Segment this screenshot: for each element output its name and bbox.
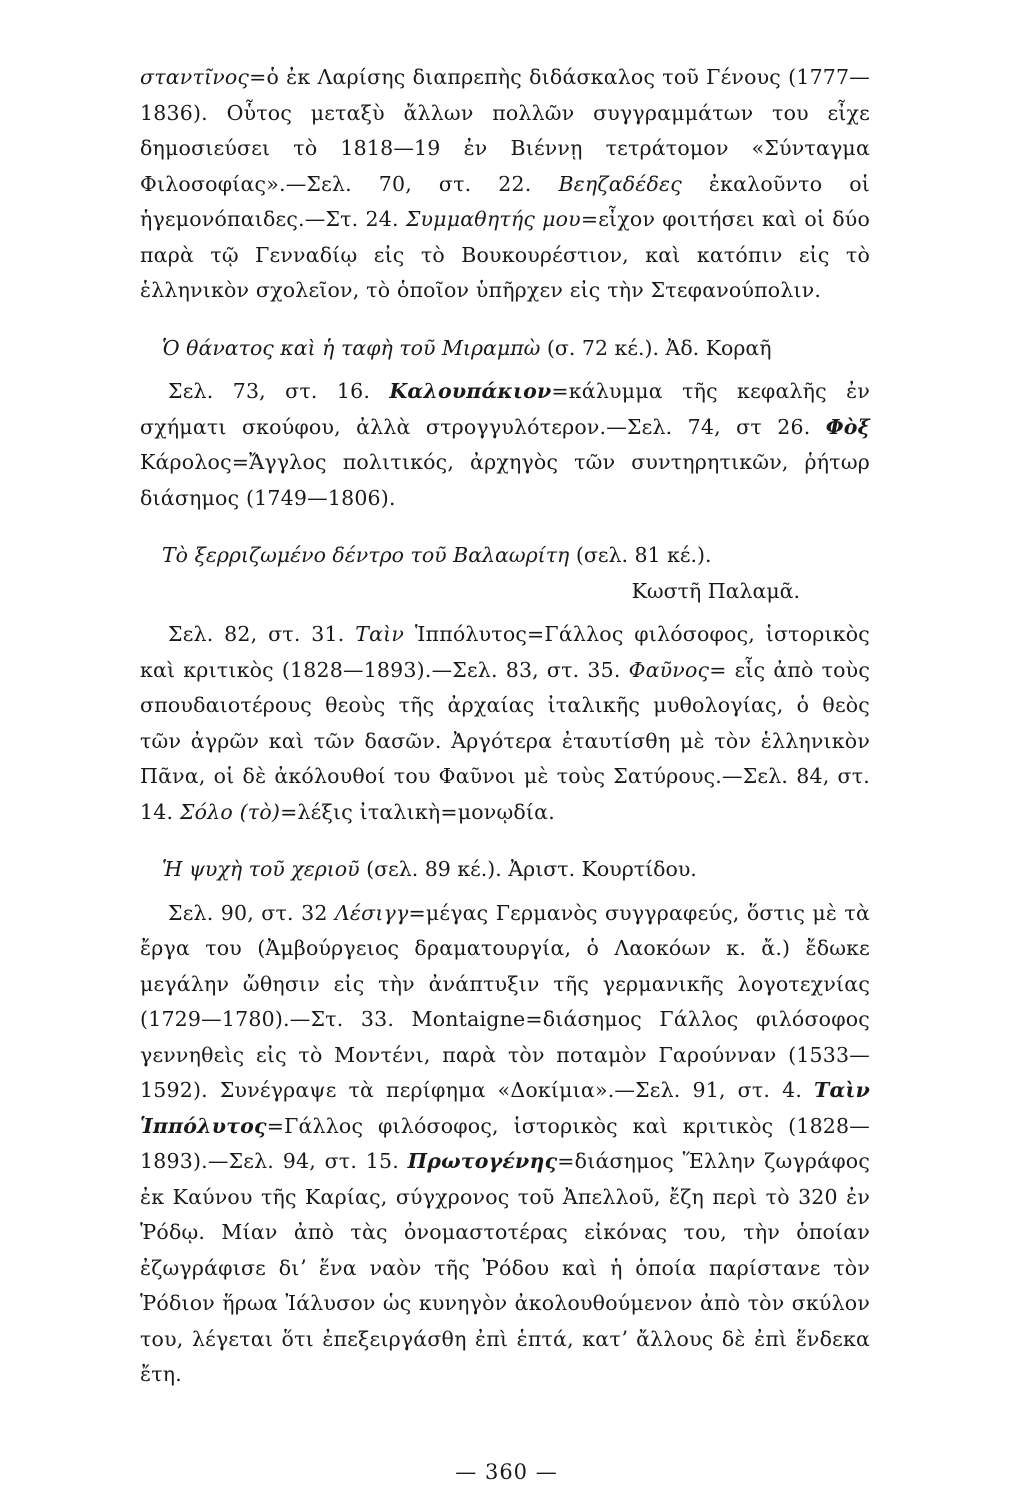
section-heading-valaoritis [140,538,870,609]
text: =λέξις ἰταλικὴ=μονῳδία. [280,799,555,824]
section-author: Ἀδ. Κοραῆ [665,335,772,360]
section-author: Ἀριστ. Κουρτίδου. [508,857,697,881]
term: Σόλο (τὸ) [179,799,281,824]
text: ἐκαλοῦντο οἱ ἡγεμονόπαιδες.—Στ. 24. [140,171,870,231]
text: =Γάλλος φιλόσοφος, ἱστορικὸς καὶ κριτικὸς (1828—1893).—Σελ. 94, στ. 15. [140,1113,870,1173]
term: Λέσιγγ [334,900,409,925]
text: Σελ. 90, στ. 32 [168,900,335,925]
text: Ἱππόλυτος=Γάλλος φιλόσοφος, ἱστορικὸς καὶ κριτικὸς (1828—1893).—Σελ. 83, στ. 35. [140,622,870,682]
text: =μέγας Γερμανὸς συγγραφεύς, ὅστις μὲ τὰ ἔργα του (Ἀμβούργειος δραματουργία, ὁ Λαοκόων κ. ἄ.) ἔδωκε μεγάλην ὤθησιν εἰς τὴν ἀνάπτυξιν τῆς γερμανικῆς λογοτεχνίας (1729—1780).—Στ. 33. Montaigne=διάσημος Γάλλος φιλόσοφος γεννηθεὶς εἰς τὸ Μοντένι, παρὰ τὸν ποταμὸν Γαρούνναν (1533—1592). Συνέγραψε τὰ περίφημα «Δοκίμια».—Σελ. 91, στ. 4. [140,900,870,1102]
paragraph-notes-3 [140,617,870,830]
section-title: Τὸ ξερριζωμένο δέντρο τοῦ Βαλαωρίτη [162,543,570,567]
section-heading-hand [140,852,870,888]
text: Σελ. 73, στ. 16. [168,379,390,403]
section-ref: (σ. 72 κέ.). [540,335,666,360]
term: Πρωτογένης [407,1149,558,1173]
text: =κάλυμμα τῆς κεφαλῆς ἐν σχήματι σκούφου, ἀλλὰ στρογγυλότερον.—Σελ. 74, στ 26. [140,379,870,439]
section-title: Ἡ ψυχὴ τοῦ χεριοῦ [162,857,360,881]
term: Βεηζαδέδες [558,171,682,196]
term: Ταὶν Ἱππόλυτος [140,1078,870,1138]
paragraph-notes-4 [140,896,870,1393]
term: Φαῦνος [628,657,710,682]
text: Σελ. 82, στ. 31. [168,622,356,646]
term: Συμμαθητής μου [405,207,581,231]
term: Ταὶν [355,622,405,646]
section-ref: (σελ. 89 κέ.). [359,857,509,881]
text: =διάσημος Ἕλλην ζωγράφος ἐκ Καύνου τῆς Καρίας, σύγχρονος τοῦ Ἀπελλοῦ, ἔζη περὶ τὸ 320 ἐν Ῥόδῳ. Μίαν ἀπὸ τὰς ὀνομαστοτέρας εἰκόνας του, τὴν ὁποίαν ἐζωγράφισε διʼ ἕνα ναὸν τῆς Ῥόδου καὶ ἡ ὁποία παρίστανε τὸν Ῥόδιον ἥρωα Ἰάλυσον ὡς κυνηγὸν ἀκολουθούμενον ἀπὸ τὸν σκύλον του, λέγεται ὅτι ἐπεξειργάσθη ἐπὶ ἑπτά, κατʼ ἄλλους δὲ ἐπὶ ἕνδεκα ἔτη. [140,1149,870,1386]
section-author: Κωστῆ Παλαμᾶ. [631,578,800,603]
text: Κάρολος=Ἄγγλος πολιτικός, ἀρχηγὸς τῶν συντηρητικῶν, ῥήτωρ διάσημος (1749—1806). [140,450,870,510]
section-title: Ὁ θάνατος καὶ ἡ ταφὴ τοῦ Μιραμπὼ [162,335,541,360]
section-heading-mirabeau [140,331,870,367]
term: Καλουπάκιον [389,379,552,403]
text: =εἶχον φοιτήσει καὶ οἱ δύο παρὰ τῷ Γενναδίῳ εἰς τὸ Βουκουρέστιον, καὶ κατόπιν εἰς τὸ ἑλληνικὸν σχολεῖον, τὸ ὁποῖον ὑπῆρχεν εἰς τὴν Στεφανούπολιν. [140,207,870,302]
term: Φὸξ [825,414,870,439]
text: =ὁ ἐκ Λαρίσης διαπρεπὴς διδάσκαλος τοῦ Γένους (1777—1836). Οὗτος μεταξὺ ἄλλων πολλῶν συγγραμμάτων του εἶχε δημοσιεύσει τὸ 1818—19 ἐν Βιέννῃ τετράτομον «Σύνταγμα Φιλοσοφίας».—Σελ. 70, στ. 22. [140,65,870,196]
page-content [140,60,870,1393]
section-ref: (σελ. 81 κέ.). [569,543,712,567]
page-number: — 360 — [455,1460,558,1484]
term: σταντῖνος [140,65,250,89]
paragraph-notes-2 [140,374,870,516]
text: = εἷς ἀπὸ τοὺς σπουδαιοτέρους θεοὺς τῆς ἀρχαίας ἰταλικῆς μυθολογίας, ὁ θεὸς τῶν ἀγρῶν καὶ τῶν δασῶν. Ἀργότερα ἐταυτίσθη μὲ τὸν ἑλληνικὸν Πᾶνα, οἱ δὲ ἀκόλουθοί του Φαῦνοι μὲ τοὺς Σατύρους.—Σελ. 84, στ. 14. [140,657,871,824]
paragraph-notes-1 [140,60,870,309]
